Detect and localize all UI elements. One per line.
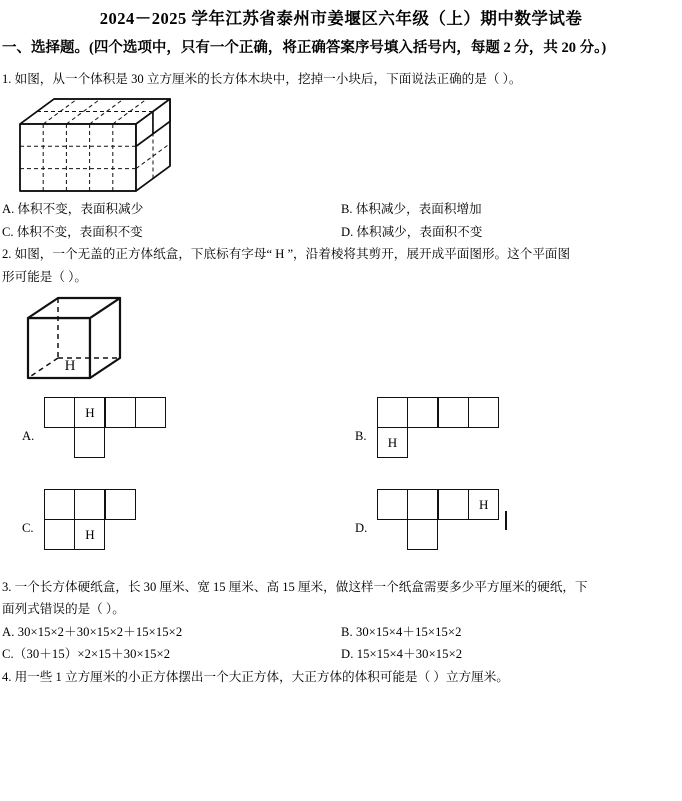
- net-cell: [44, 519, 75, 550]
- net-cell: [407, 519, 438, 550]
- question-3-option-d[interactable]: D. 15×15×4＋30×15×2: [341, 647, 463, 662]
- question-1-option-a[interactable]: A. 体积不变，表面积减少: [2, 202, 144, 217]
- spacer: [0, 61, 682, 68]
- question-3-options-row-1: [0, 621, 682, 643]
- net-cell: [468, 397, 499, 428]
- net-cell: [438, 397, 469, 428]
- net-cell: [407, 489, 438, 520]
- question-1-option-c[interactable]: C. 体积不变，表面积不变: [2, 224, 143, 239]
- question-1-stem: 1. 如图，从一个体积是 30 立方厘米的长方体木块中，挖掉一小块后，下面说法正确的是（ ）。: [2, 72, 522, 86]
- question-2-net-row-1: [0, 389, 682, 481]
- net-cell: [135, 397, 166, 428]
- exam-page: [0, 9, 682, 801]
- question-2-stem-line2: 形可能是（ ）。: [2, 269, 88, 284]
- question-2-net-option-d[interactable]: [341, 481, 682, 573]
- net-cell: [438, 489, 469, 520]
- cube-letter-H: H: [64, 358, 76, 375]
- net-cell: [74, 489, 105, 520]
- net-cell-letter: H: [74, 519, 105, 550]
- net-cell: [105, 489, 136, 520]
- net-tick-mark: [505, 511, 507, 530]
- net-option-c-label: C.: [22, 521, 34, 536]
- net-cell-letter: H: [377, 427, 408, 458]
- net-option-b-label: B.: [355, 429, 367, 444]
- net-cell: [377, 489, 408, 520]
- net-cell: [105, 397, 136, 428]
- net-cell: [44, 489, 75, 520]
- net-cell: [407, 397, 438, 428]
- net-cell-letter: H: [468, 489, 499, 520]
- net-cell: [74, 427, 105, 458]
- cuboid-svg: [18, 94, 218, 198]
- open-cube-svg: [20, 294, 160, 386]
- question-2-net-row-2: [0, 481, 682, 573]
- net-cell-letter: H: [74, 397, 105, 428]
- net-cell: [377, 397, 408, 428]
- figure-open-cube-with-H: [20, 294, 160, 386]
- question-2-net-option-c[interactable]: [0, 481, 341, 573]
- question-4-stem: 4. 用一些 1 立方厘米的小正方体摆出一个大正方体，大正方体的体积可能是（ ）立方厘米。: [2, 669, 509, 684]
- question-3-option-c[interactable]: C.（30＋15）×2×15＋30×15×2: [2, 647, 171, 662]
- net-cell: [44, 397, 75, 428]
- page-title: 2024－2025 学年江苏省泰州市姜堰区六年级（上）期中数学试卷: [99, 9, 583, 28]
- question-3-stem-line2: 面列式错误的是（ ）。: [2, 602, 125, 617]
- question-3-option-a[interactable]: A. 30×15×2＋30×15×2＋15×15×2: [2, 624, 183, 639]
- question-2-net-option-a[interactable]: [0, 389, 341, 481]
- question-2-net-option-b[interactable]: [341, 389, 682, 481]
- question-1-option-b[interactable]: B. 体积减少，表面积增加: [341, 202, 482, 217]
- question-3-options-row-2: [0, 643, 682, 665]
- question-1-options-row-1: [0, 198, 682, 220]
- section-heading: 一、选择题。(四个选项中，只有一个正确，将正确答案序号填入括号内，每题 2 分，共 20 分。): [2, 39, 607, 56]
- question-3-stem: 3. 一个长方体硬纸盒，长 30 厘米、宽 15 厘米、高 15 厘米，做这样一个纸盒需要多少平方厘米的硬纸，下: [2, 580, 588, 595]
- question-1-option-d[interactable]: D. 体积减少，表面积不变: [341, 224, 483, 239]
- net-option-d-label: D.: [355, 521, 368, 536]
- question-1-options-row-2: [0, 221, 682, 243]
- question-3-option-b[interactable]: B. 30×15×4＋15×15×2: [341, 624, 462, 639]
- figure-cuboid-with-notch: [18, 94, 218, 198]
- question-2-stem: 2. 如图，一个无盖的正方体纸盒，下底标有字母“ H ”，沿着棱将其剪开，展开成平面图形。这个平面图: [2, 247, 571, 262]
- net-option-a-label: A.: [22, 429, 35, 444]
